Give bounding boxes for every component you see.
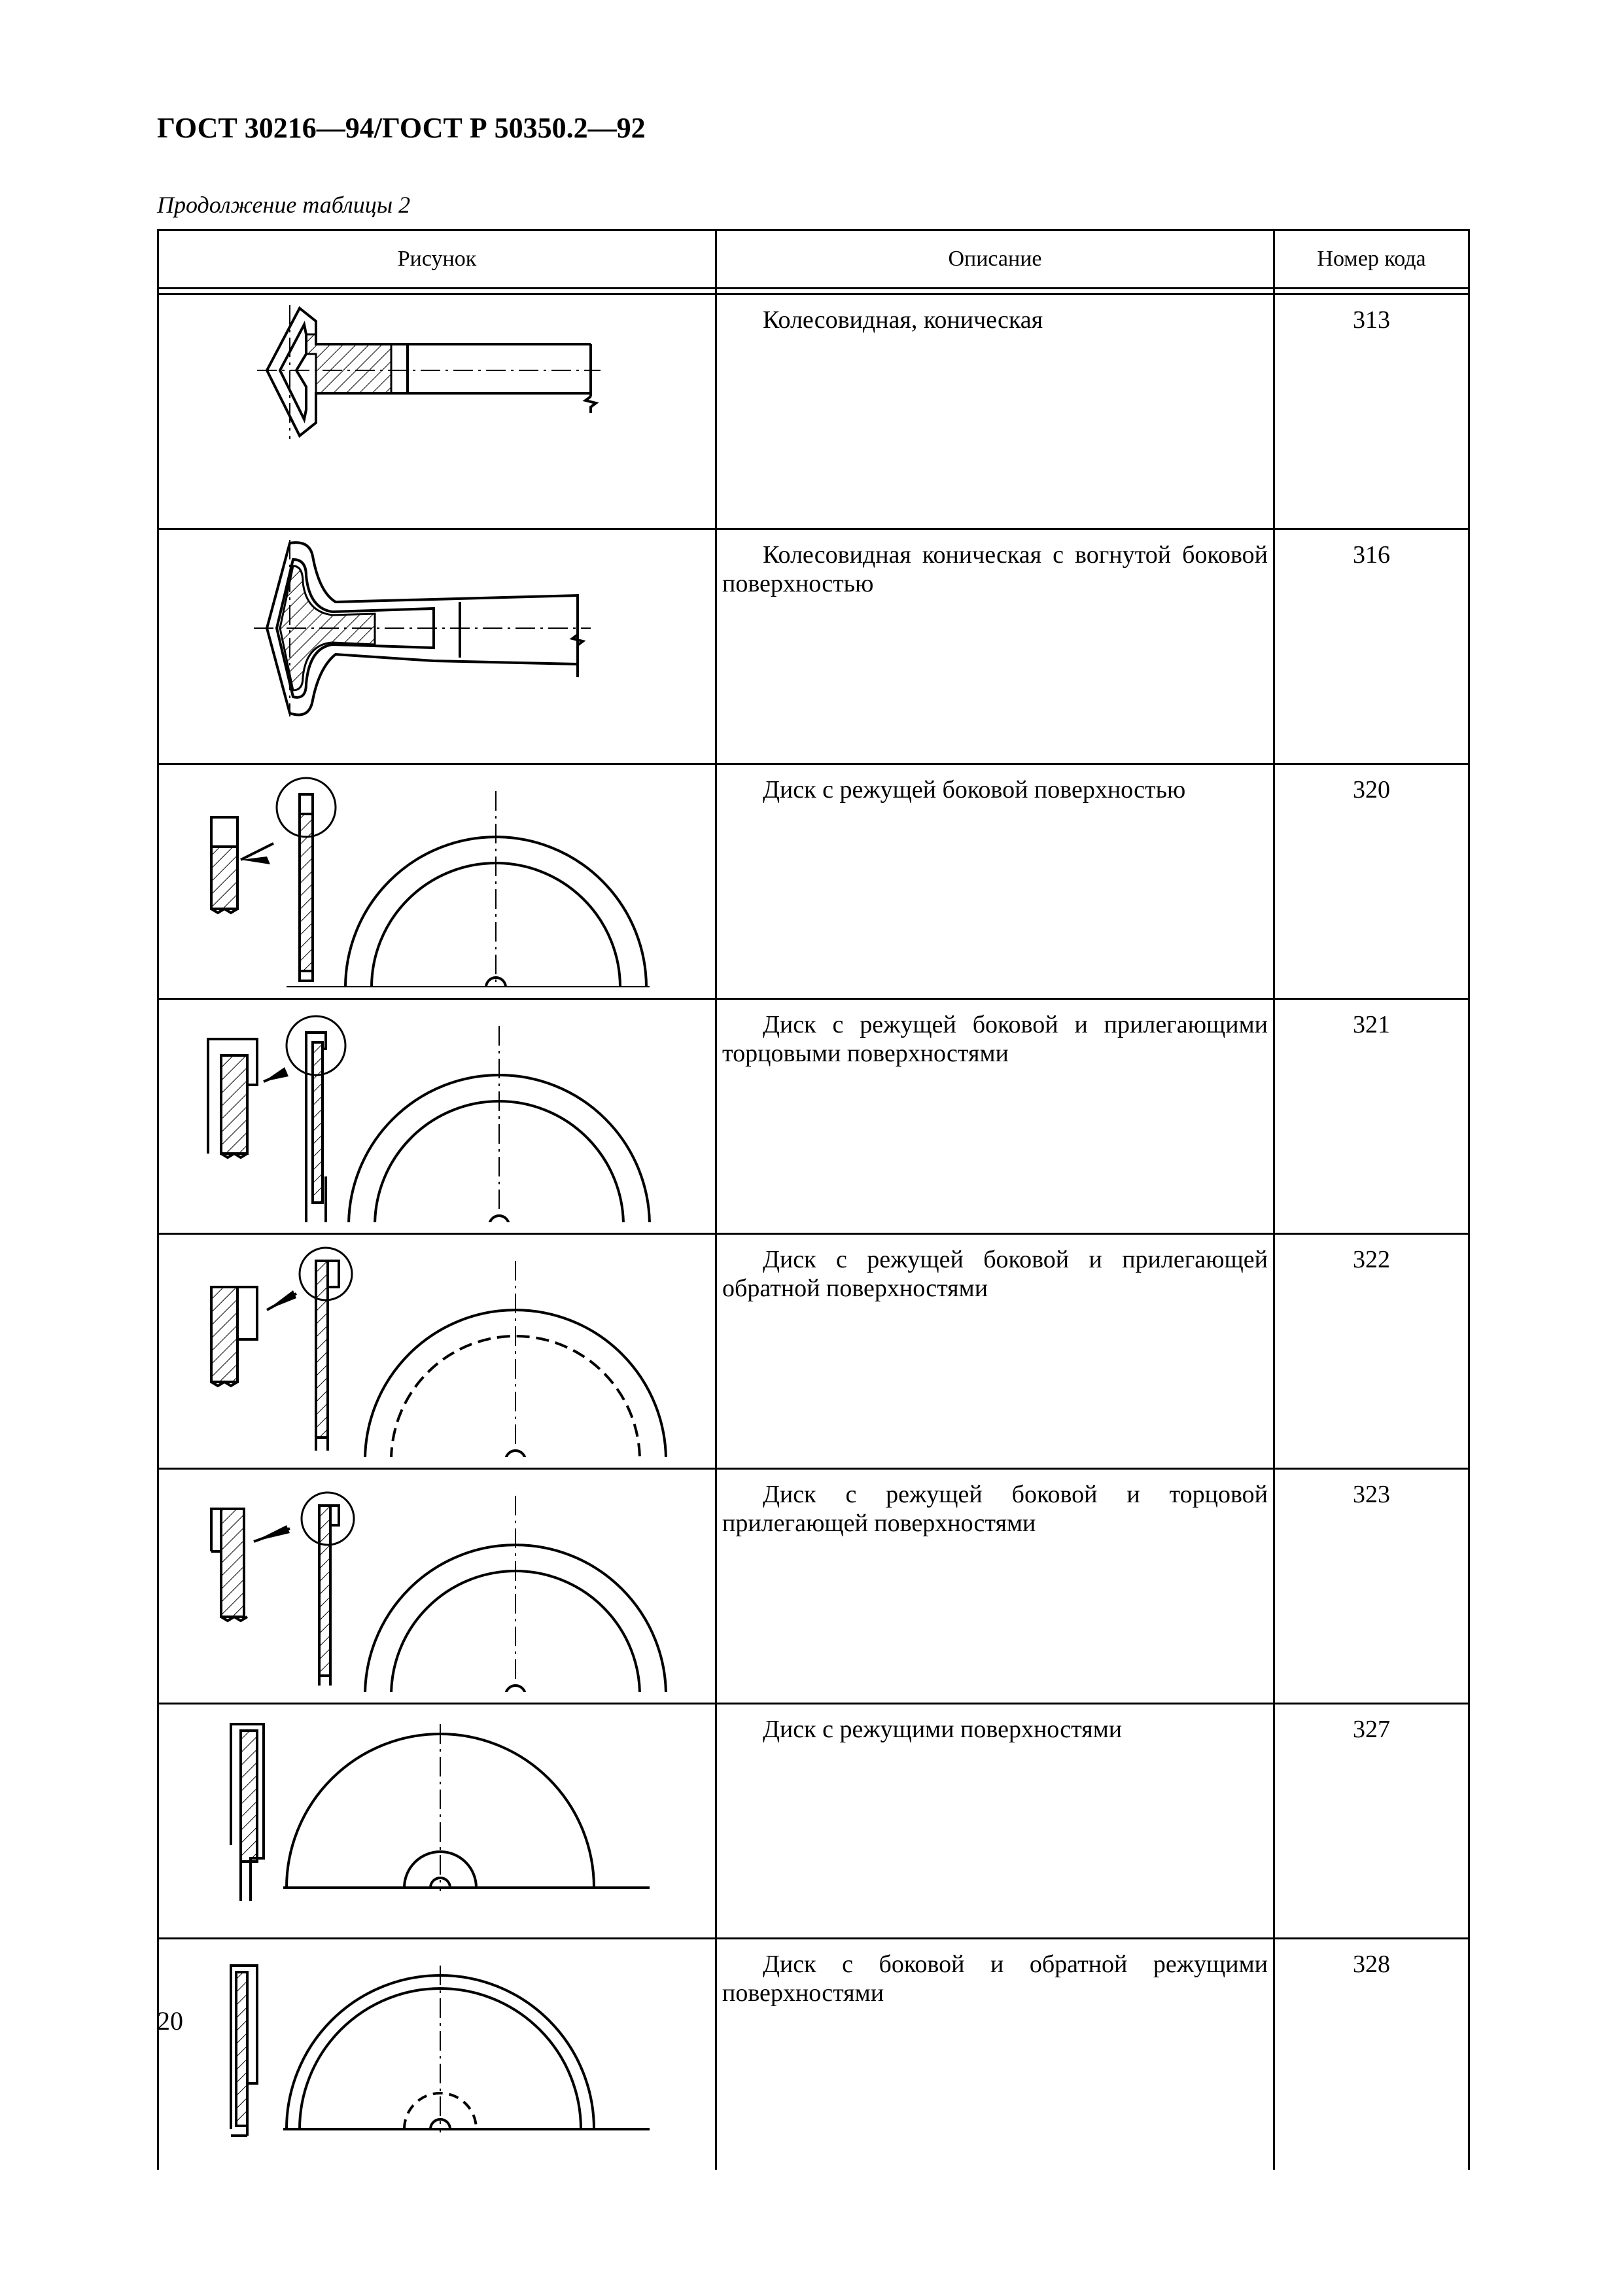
table-row bbox=[158, 1704, 1469, 1939]
row-description: Колесовидная коническая с вогнутой боковой поверхностью bbox=[716, 529, 1274, 764]
row-code: 327 bbox=[1274, 1704, 1469, 1939]
figure-disc-side-end bbox=[158, 999, 716, 1234]
column-header-code: Номер кода bbox=[1274, 230, 1469, 289]
figure-disc-side bbox=[158, 764, 716, 999]
row-code: 321 bbox=[1274, 999, 1469, 1234]
page-number: 20 bbox=[157, 2006, 183, 2036]
table-row bbox=[158, 294, 1469, 529]
figure-disc-cutting-surfaces bbox=[158, 1704, 716, 1939]
row-description: Диск с боковой и обратной режущими поверхностями bbox=[716, 1939, 1274, 2170]
row-code: 313 bbox=[1274, 294, 1469, 529]
row-description: Диск с режущей боковой и прилегающими торцовыми поверхностями bbox=[716, 999, 1274, 1234]
table-row bbox=[158, 1939, 1469, 2170]
row-description: Диск с режущими поверхностями bbox=[716, 1704, 1274, 1939]
table-row bbox=[158, 764, 1469, 999]
code-table bbox=[157, 229, 1470, 2170]
figure-disc-side-back-cutting bbox=[158, 1939, 716, 2170]
table-row bbox=[158, 1469, 1469, 1704]
column-header-figure: Рисунок bbox=[158, 230, 716, 289]
figure-disc-side-back bbox=[158, 1234, 716, 1469]
row-code: 320 bbox=[1274, 764, 1469, 999]
row-code: 316 bbox=[1274, 529, 1469, 764]
column-header-description: Описание bbox=[716, 230, 1274, 289]
figure-wheel-conical bbox=[158, 294, 716, 529]
row-description: Колесовидная, коническая bbox=[716, 294, 1274, 529]
table-row bbox=[158, 999, 1469, 1234]
row-code: 322 bbox=[1274, 1234, 1469, 1469]
row-code: 328 bbox=[1274, 1939, 1469, 2170]
row-code: 323 bbox=[1274, 1469, 1469, 1704]
table-row bbox=[158, 1234, 1469, 1469]
row-description: Диск с режущей боковой поверхностью bbox=[716, 764, 1274, 999]
table-header-row bbox=[158, 230, 1469, 289]
row-description: Диск с режущей боковой и прилегающей обратной поверхностями bbox=[716, 1234, 1274, 1469]
figure-wheel-concave bbox=[158, 529, 716, 764]
table-continuation-caption: Продолжение таблицы 2 bbox=[157, 192, 411, 218]
row-description: Диск с режущей боковой и торцовой прилегающей поверхностями bbox=[716, 1469, 1274, 1704]
figure-disc-side-end-adjacent bbox=[158, 1469, 716, 1704]
document-header: ГОСТ 30216—94/ГОСТ Р 50350.2—92 bbox=[157, 112, 646, 144]
table-row bbox=[158, 529, 1469, 764]
